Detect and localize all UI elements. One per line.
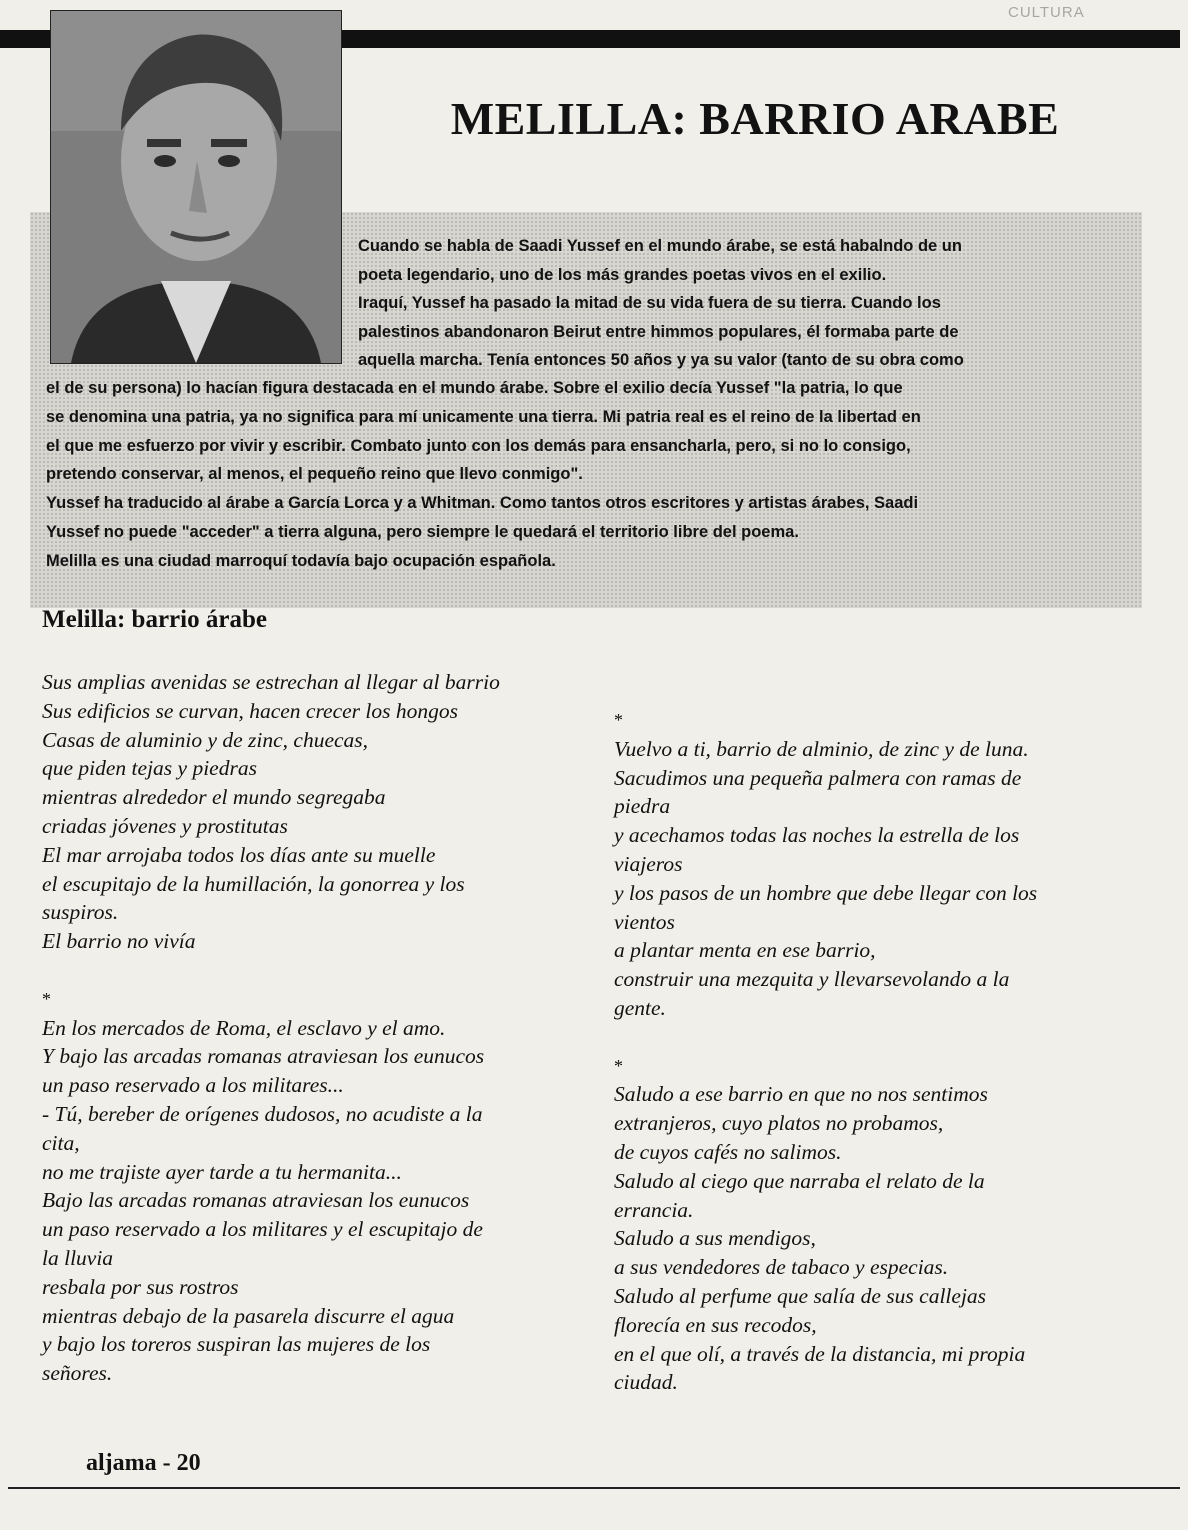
poem-line: a plantar menta en ese barrio,: [614, 938, 876, 963]
poem-line: - Tú, bereber de orígenes dudosos, no acudiste a la: [42, 1101, 483, 1126]
poem-line: En los mercados de Roma, el esclavo y el amo.: [42, 1015, 446, 1040]
poem-line: Saludo a ese barrio en que no nos sentimos: [614, 1082, 988, 1107]
intro-line: se denomina una patria, ya no significa para mí unicamente una tierra. Mi patria real es el reino de la libertad en: [46, 407, 921, 426]
poem-line: piedra: [614, 794, 671, 819]
section-tag: CULTURA: [1008, 4, 1085, 21]
intro-line: pretendo conservar, al menos, el pequeño reino que llevo conmigo".: [46, 465, 583, 484]
poem-line: el escupitajo de la humillación, la gonorrea y los: [42, 871, 465, 896]
portrait-illustration: [51, 11, 341, 363]
poem-line: y acechamos todas las noches la estrella de los: [614, 823, 1020, 848]
poem-line: en el que olí, a través de la distancia, mi propia: [614, 1341, 1026, 1366]
poem-line: Casas de aluminio y de zinc, chuecas,: [42, 727, 369, 752]
poem-line: vientos: [614, 909, 675, 934]
poem-line: florecía en sus recodos,: [614, 1312, 817, 1337]
poem-line: señores.: [42, 1361, 113, 1386]
poem-line: errancia.: [614, 1197, 694, 1222]
poem-line: [614, 1023, 1037, 1052]
intro-line: Yussef ha traducido al árabe a García Lorca y a Whitman. Como tantos otros escritores y artistas árabes, Saadi: [46, 494, 919, 513]
poem-line: Saludo al perfume que salía de sus callejas: [614, 1283, 987, 1308]
intro-line: el que me esfuerzo por vivir y escribir. Combato junto con los demás para ensancharla, pero, si no lo consigo,: [46, 436, 911, 455]
poem-right-column: [614, 706, 1037, 1397]
poem-line: un paso reservado a los militares...: [42, 1073, 344, 1098]
poem-line: *: [614, 1055, 623, 1076]
poem-line: Sus edificios se curvan, hacen crecer los hongos: [42, 698, 458, 723]
intro-line: el de su persona) lo hacían figura destacada en el mundo árabe. Sobre el exilio decía Yussef "la patria, lo que: [46, 379, 903, 397]
poem-line: de cuyos cafés no salimos.: [614, 1139, 842, 1164]
page-footer: aljama - 20: [86, 1450, 201, 1476]
intro-line: Yussef no puede "acceder" a tierra alguna, pero siempre le quedará el territorio libre del poema.: [46, 522, 799, 541]
poem-line: gente.: [614, 995, 666, 1020]
intro-line: Cuando se habla de Saadi Yussef en el mundo árabe, se está habalndo de un: [358, 237, 962, 255]
poem-line: *: [42, 988, 51, 1009]
poem-line: Bajo las arcadas romanas atraviesan los eunucos: [42, 1188, 470, 1213]
poem-line: mientras debajo de la pasarela discurre el agua: [42, 1303, 455, 1328]
poem-line: viajeros: [614, 851, 683, 876]
poem-line: [42, 956, 500, 985]
poem-line: mientras alrededor el mundo segregaba: [42, 785, 386, 810]
intro-line: poeta legendario, uno de los más grandes poetas vivos en el exilio.: [358, 265, 887, 284]
poem-line: Sus amplias avenidas se estrechan al llegar al barrio: [42, 670, 500, 694]
poem-line: Vuelvo a ti, barrio de alminio, de zinc y de luna.: [614, 736, 1029, 761]
poem-line: resbala por sus rostros: [42, 1274, 239, 1299]
poem-line: El mar arrojaba todos los días ante su muelle: [42, 842, 436, 867]
poem-heading: Melilla: barrio árabe: [42, 606, 267, 633]
poem-line: la lluvia: [42, 1245, 114, 1270]
poem-line: a sus vendedores de tabaco y especias.: [614, 1255, 949, 1280]
poem-line: un paso reservado a los militares y el escupitajo de: [42, 1217, 483, 1242]
poem-line: construir una mezquita y llevarsevolando a la: [614, 967, 1010, 992]
intro-line: Melilla es una ciudad marroquí todavía bajo ocupación española.: [46, 551, 556, 570]
poem-line: El barrio no vivía: [42, 929, 196, 954]
poem-line: suspiros.: [42, 900, 119, 925]
poem-line: y los pasos de un hombre que debe llegar con los: [614, 880, 1038, 905]
poem-line: criadas jóvenes y prostitutas: [42, 813, 288, 838]
intro-line: aquella marcha. Tenía entonces 50 años y ya su valor (tanto de su obra como: [358, 351, 964, 370]
poem-line: Y bajo las arcadas romanas atraviesan los eunucos: [42, 1044, 485, 1069]
poem-line: cita,: [42, 1130, 80, 1155]
poem-line: no me trajiste ayer tarde a tu hermanita...: [42, 1159, 402, 1184]
poem-line: Saludo al ciego que narraba el relato de la: [614, 1168, 985, 1193]
poem-line: extranjeros, cuyo platos no probamos,: [614, 1111, 944, 1136]
poem-line: *: [614, 710, 623, 730]
intro-paragraph-wide: [46, 374, 1128, 576]
intro-line: Iraquí, Yussef ha pasado la mitad de su vida fuera de su tierra. Cuando los: [358, 294, 941, 313]
intro-line: palestinos abandonaron Beirut entre himmos populares, él formaba parte de: [358, 322, 959, 341]
article-title: MELILLA: BARRIO ARABE: [450, 93, 1060, 144]
poem-line: que piden tejas y piedras: [42, 756, 257, 781]
bottom-rule: [8, 1487, 1180, 1489]
poem-line: ciudad.: [614, 1370, 678, 1395]
poem-line: Sacudimos una pequeña palmera con ramas de: [614, 765, 1022, 790]
poem-line: Saludo a sus mendigos,: [614, 1226, 816, 1251]
poem-line: y bajo los toreros suspiran las mujeres de los: [42, 1332, 431, 1357]
intro-paragraph-narrow: [358, 232, 1128, 375]
poem-left-column: [42, 668, 500, 1388]
author-photo: [50, 10, 342, 364]
